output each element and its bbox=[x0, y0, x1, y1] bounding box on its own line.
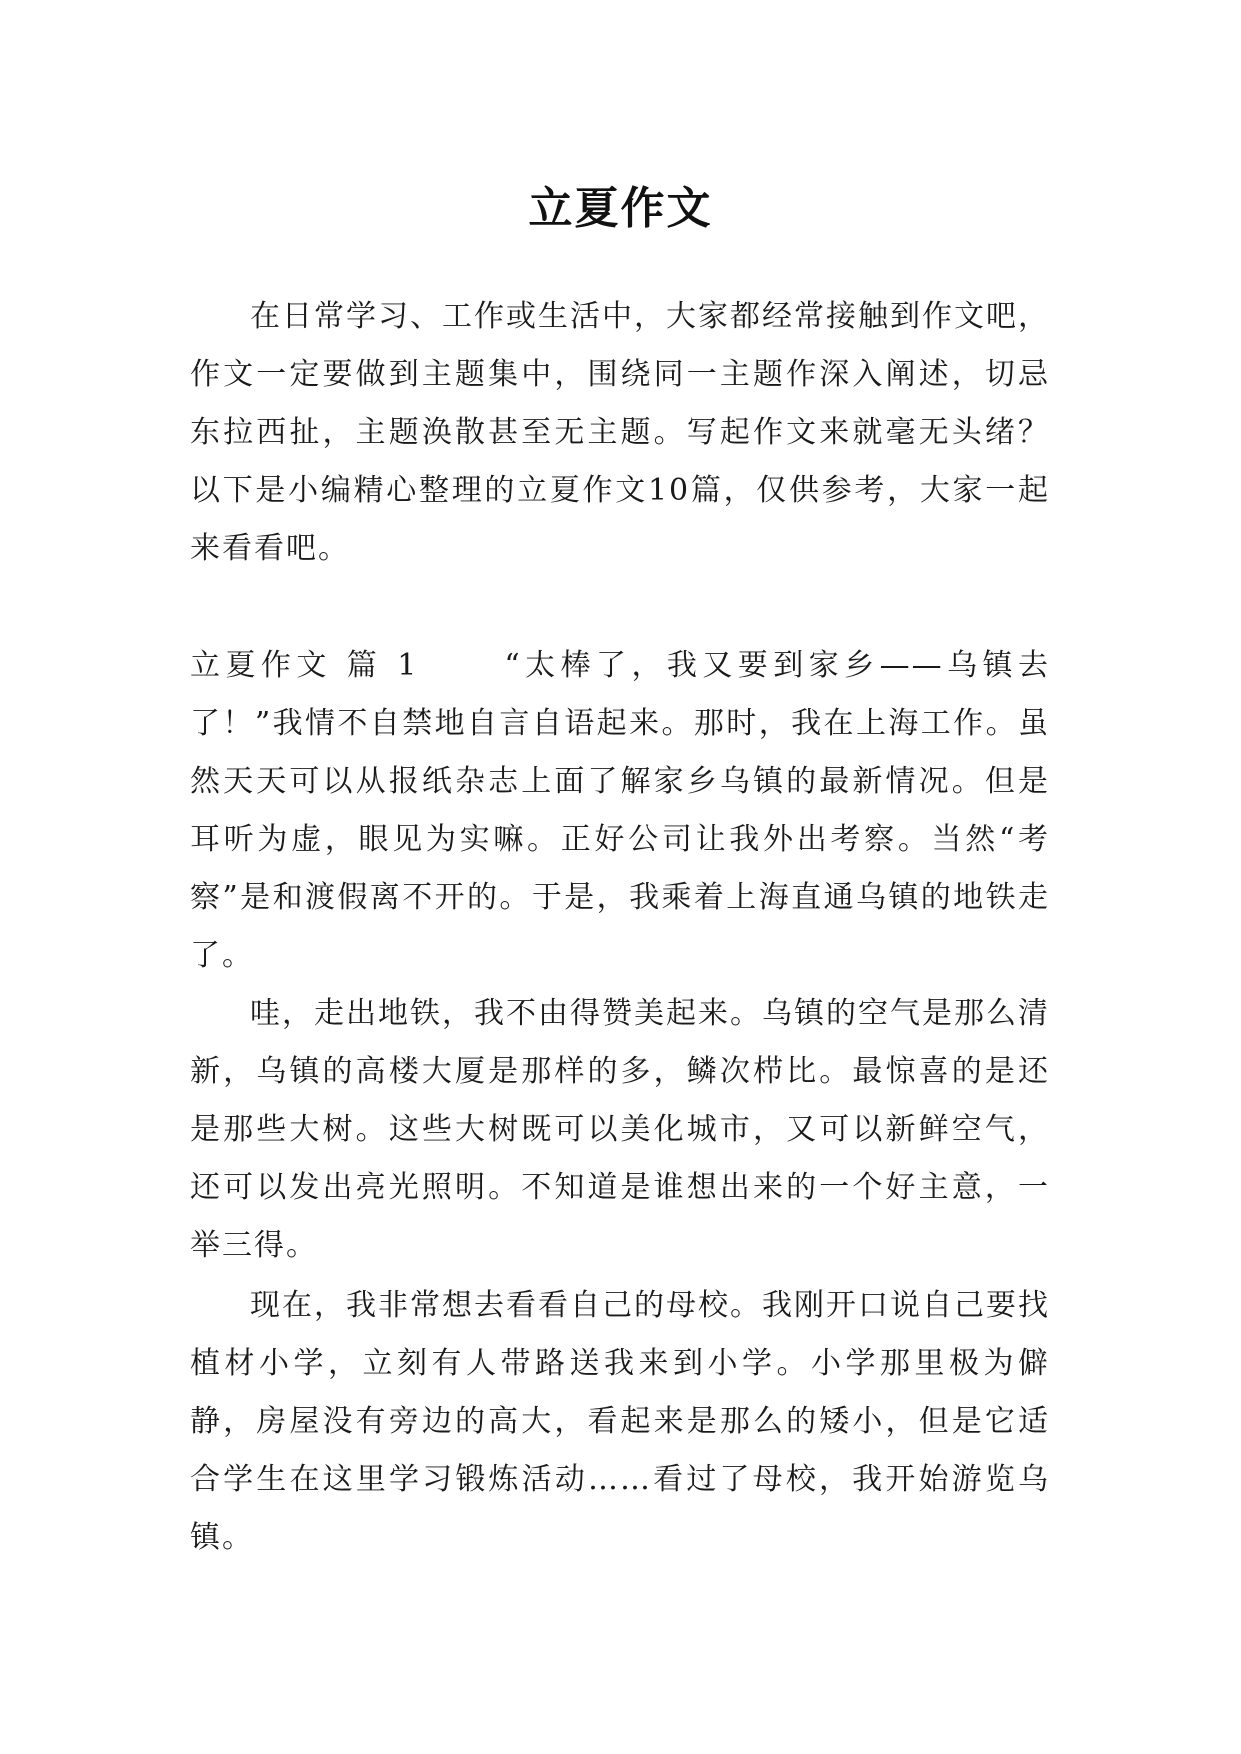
essay-1-paragraph-2: 哇，走出地铁，我不由得赞美起来。乌镇的空气是那么清新，乌镇的高楼大厦是那样的多，鳞次栉比。最惊喜的是还是那些大树。这些大树既可以美化城市，又可以新鲜空气，还可以发出亮光照明。不知道是谁想出来的一个好主意，一举三得。 bbox=[190, 996, 1050, 1263]
section-label: 立夏作文 篇 1 bbox=[190, 648, 419, 683]
essay-1-paragraph-1: “太棒了，我又要到家乡——乌镇去了！”我情不自禁地自言自语起来。那时，我在上海工作。虽然天天可以从报纸杂志上面了解家乡乌镇的最新情况。但是耳听为虚，眼见为实嘛。正好公司让我外出考察。当然“考察”是和渡假离不开的。于是，我乘着上海直通乌镇的地铁走了。 bbox=[190, 648, 1050, 973]
essay-1-paragraph-3: 现在，我非常想去看看自己的母校。我刚开口说自己要找植材小学，立刻有人带路送我来到小学。小学那里极为僻静，房屋没有旁边的高大，看起来是那么的矮小，但是它适合学生在这里学习锻炼活动……看过了母校，我开始游览乌镇。 bbox=[190, 1288, 1050, 1555]
essay-1-first-paragraph bbox=[190, 637, 1050, 985]
document-title: 立夏作文 bbox=[528, 183, 713, 235]
intro-paragraph: 在日常学习、工作或生活中，大家都经常接触到作文吧，作文一定要做到主题集中，围绕同一主题作深入阐述，切忌东拉西扯，主题涣散甚至无主题。写起作文来就毫无头绪？以下是小编精心整理的立夏作文10篇，仅供参考，大家一起来看看吧。 bbox=[190, 299, 1050, 566]
